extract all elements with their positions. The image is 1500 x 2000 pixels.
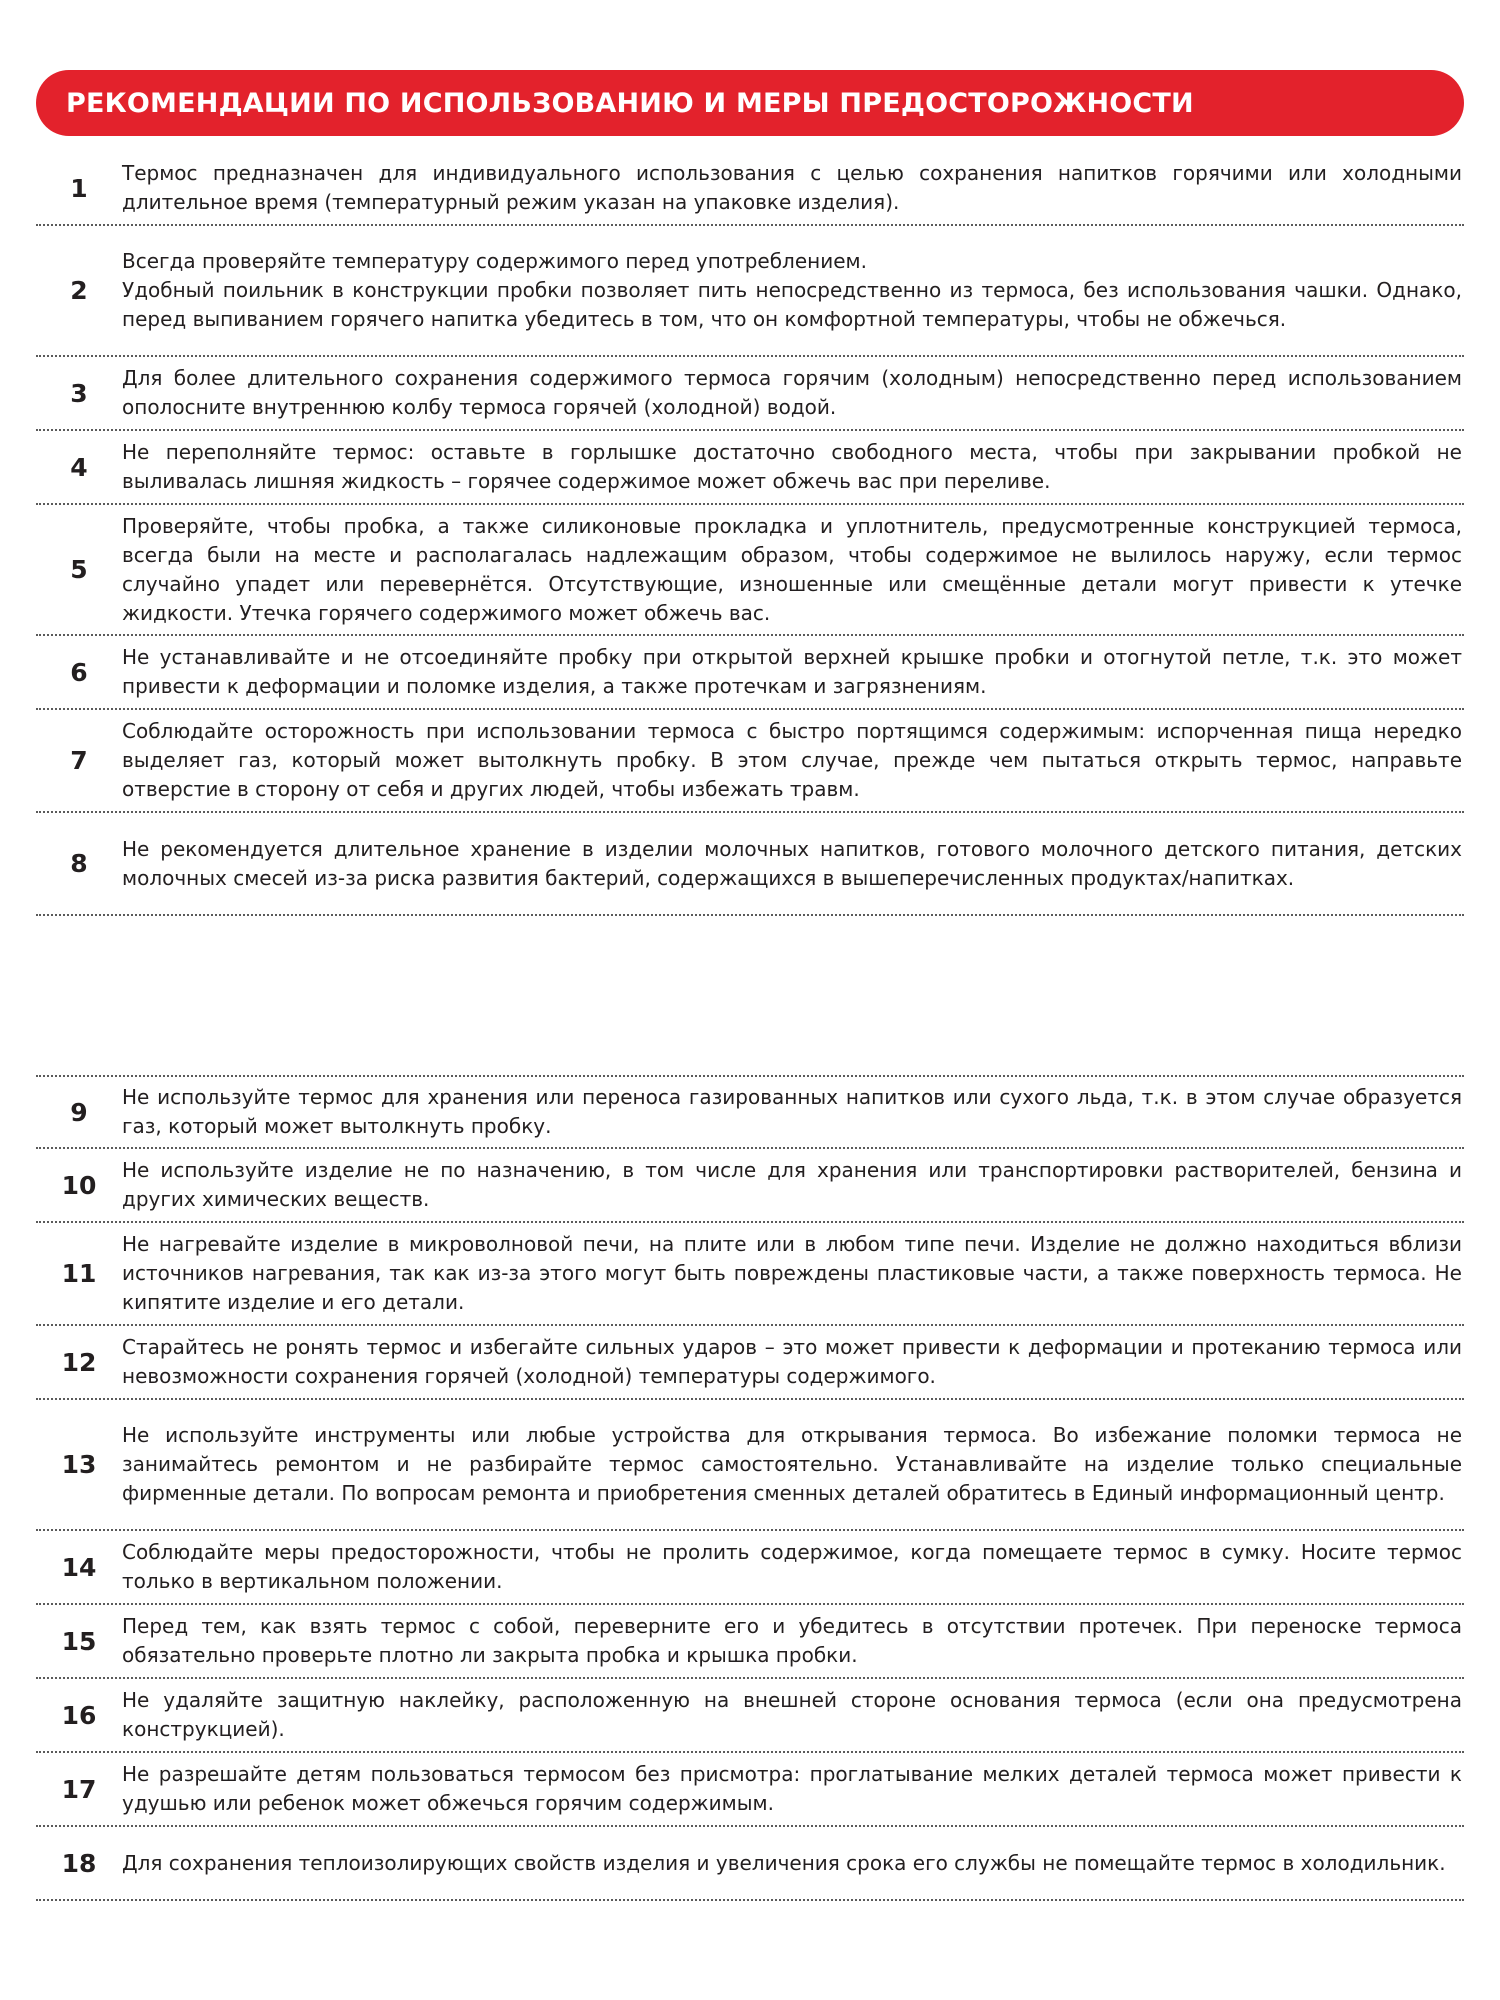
item-text: Термос предназначен для индивидуального использования с целью сохранения напитков горячими или холодными длительное время (температурный режим указан на упаковке изделия).: [122, 161, 1462, 214]
item-number: 18: [61, 1848, 97, 1878]
list-item: [36, 505, 1464, 636]
item-number: 13: [61, 1450, 97, 1479]
item-number: 7: [70, 746, 88, 775]
item-number: 9: [70, 1097, 88, 1127]
header-bar: [36, 70, 1464, 136]
item-text: Всегда проверяйте температуру содержимого перед употреблением. Удобный поильник в конструкции пробки позволяет пить непосредственно из термоса, без использования чашки. Однако, перед выпиванием горячего напитка убедитесь в том, что он комфортной температуры, чтобы не обжечься.: [122, 249, 1462, 331]
item-text: Проверяйте, чтобы пробка, а также силиконовые прокладка и уплотнитель, предусмотренные конструкцией термоса, всегда были на месте и располагалась надлежащим образом, чтобы содержимое не вылилось наружу, если термос случайно упадет или перевернётся. Отсутствующие, изношенные или смещённые детали могут привести к утечке жидкости. Утечка горячего содержимого может обжечь вас.: [122, 513, 1462, 625]
list-item: [36, 1679, 1464, 1753]
item-number: 12: [61, 1347, 97, 1377]
recommendations-list-top: [36, 152, 1464, 916]
list-item: [36, 1149, 1464, 1223]
item-number: 10: [61, 1170, 97, 1200]
item-text: Не используйте инструменты или любые устройства для открывания термоса. Во избежание поломки термоса не занимайтесь ремонтом и не разбирайте термос самостоятельно. Устанавливайте на изделие только специальные фирменные детали. По вопросам ремонта и приобретения сменных деталей обратитесь в Единый информационный центр.: [122, 1423, 1462, 1505]
list-item: [36, 1753, 1464, 1827]
list-item: [36, 1223, 1464, 1326]
item-text: Не рекомендуется длительное хранение в изделии молочных напитков, готового молочного детского питания, детских молочных смесей из-за риска развития бактерий, содержащихся в вышеперечисленных продуктах/напитках.: [122, 836, 1462, 890]
item-text: Не разрешайте детям пользоваться термосом без присмотра: проглатывание мелких деталей термоса может привести к удушью или ребенок может обжечься горячим содержимым.: [122, 1762, 1462, 1815]
list-item: [36, 357, 1464, 431]
item-number: 2: [70, 276, 88, 305]
list-item: [36, 636, 1464, 710]
list-item: [36, 1827, 1464, 1901]
item-text: Соблюдайте осторожность при использовании термоса с быстро портящимся содержимым: испорченная пища нередко выделяет газ, который может вытолкнуть пробку. В этом случае, прежде чем пытаться открыть термос, направьте отверстие в сторону от себя и других людей, чтобы избежать травм.: [122, 719, 1462, 801]
item-text: Не переполняйте термос: оставьте в горлышке достаточно свободного места, чтобы при закрывании пробкой не выливалась лишняя жидкость – горячее содержимое может обжечь вас при переливе.: [122, 440, 1462, 493]
item-number: 3: [70, 378, 88, 408]
item-text: Не нагревайте изделие в микроволновой печи, на плите или в любом типе печи. Изделие не должно находиться вблизи источников нагревания, так как из-за этого могут быть повреждены пластиковые части, а также поверхность термоса. Не кипятите изделие и его детали.: [122, 1232, 1462, 1314]
list-item: [36, 1326, 1464, 1400]
list-item: [36, 1531, 1464, 1605]
item-number: 8: [70, 849, 88, 878]
recommendations-list-bottom: [36, 1075, 1464, 1901]
list-item: [36, 152, 1464, 226]
item-text: Для более длительного сохранения содержимого термоса горячим (холодным) непосредственно перед использованием ополосните внутреннюю колбу термоса горячей (холодной) водой.: [122, 366, 1462, 419]
list-item: [36, 1075, 1464, 1149]
list-item: [36, 710, 1464, 813]
item-text: Соблюдайте меры предосторожности, чтобы не пролить содержимое, когда помещаете термос в сумку. Носите термос только в вертикальном положении.: [122, 1540, 1462, 1593]
list-item: [36, 1400, 1464, 1531]
item-text: Не устанавливайте и не отсоединяйте пробку при открытой верхней крышке пробки и отогнутой петле, т.к. это может привести к деформации и поломке изделия, а также протечкам и загрязнениям.: [122, 645, 1462, 698]
list-item: [36, 431, 1464, 505]
list-item: [36, 813, 1464, 916]
item-number: 4: [70, 452, 88, 482]
page-title: РЕКОМЕНДАЦИИ ПО ИСПОЛЬЗОВАНИЮ И МЕРЫ ПРЕДОСТОРОЖНОСТИ: [66, 87, 1194, 119]
item-number: 11: [61, 1259, 97, 1288]
item-text: Для сохранения теплоизолирующих свойств изделия и увеличения срока его службы не помещайте термос в холодильник.: [122, 1850, 1446, 1875]
item-number: 14: [61, 1552, 97, 1582]
item-text: Перед тем, как взять термос с собой, переверните его и убедитесь в отсутствии протечек. При переноске термоса обязательно проверьте плотно ли закрыта пробка и крышка пробки.: [122, 1614, 1462, 1667]
item-number: 1: [70, 173, 88, 203]
item-text: Не используйте термос для хранения или переноса газированных напитков или сухого льда, т.к. в этом случае образуется газ, который может вытолкнуть пробку.: [122, 1085, 1462, 1138]
item-number: 17: [61, 1774, 97, 1804]
item-number: 6: [70, 657, 88, 687]
list-item: [36, 1605, 1464, 1679]
item-text: Не используйте изделие не по назначению, в том числе для хранения или транспортировки растворителей, бензина и других химических веществ.: [122, 1158, 1462, 1211]
item-number: 5: [70, 555, 88, 584]
item-text: Не удаляйте защитную наклейку, расположенную на внешней стороне основания термоса (если она предусмотрена конструкцией).: [122, 1688, 1462, 1741]
item-number: 16: [61, 1700, 97, 1730]
item-text: Старайтесь не ронять термос и избегайте сильных ударов – это может привести к деформации и протеканию термоса или невозможности сохранения горячей (холодной) температуры содержимого.: [122, 1335, 1462, 1388]
item-number: 15: [61, 1626, 97, 1656]
list-item: [36, 226, 1464, 357]
